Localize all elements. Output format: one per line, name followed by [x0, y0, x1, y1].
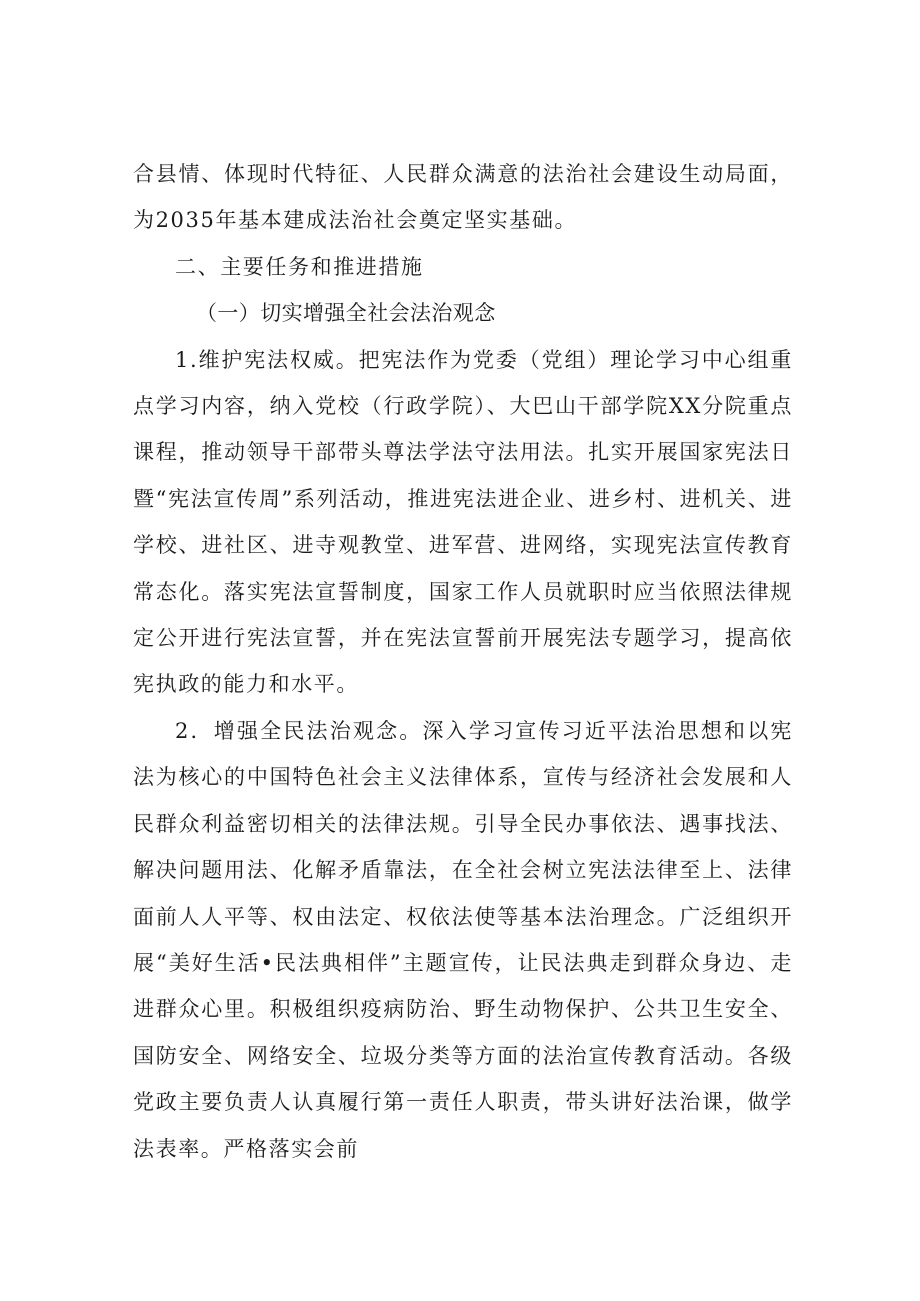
section-heading: 二、主要任务和推进措施 — [175, 254, 424, 279]
paragraph-item-1: 1.维护宪法权威。把宪法作为党委（党组）理论学习中心组重点学习内容，纳入党校（行政学院）、大巴山干部学院XX分院重点课程，推动领导干部带头尊法学法守法用法。扎实开展国家宪法日暨“宪法宣传周”系列活动，推进宪法进企业、进乡村、进机关、进学校、进社区、进寺观教堂、进军营、进网络，实现宪法宣传教育常态化。落实宪法宣誓制度，国家工作人员就职时应当依照法律规定公开进行宪法宣誓，并在宪法宣誓前开展宪法专题学习，提高依宪执政的能力和水平。 — [133, 347, 793, 697]
document-body — [133, 151, 793, 1172]
paragraph-item-2: 2．增强全民法治观念。深入学习宣传习近平法治思想和以宪法为核心的中国特色社会主义法律体系，宣传与经济社会发展和人民群众利益密切相关的法律法规。引导全民办事依法、遇事找法、解决问题用法、化解矛盾靠法，在全社会树立宪法法律至上、法律面前人人平等、权由法定、权依法使等基本法治理念。广泛组织开展“美好生活•民法典相伴”主题宣传，让民法典走到群众身边、走进群众心里。积极组织疫病防治、野生动物保护、公共卫生安全、国防安全、网络安全、垃圾分类等方面的法治宣传教育活动。各级党政主要负责人认真履行第一责任人职责，带头讲好法治课，做学法表率。严格落实会前 — [133, 718, 793, 1161]
subsection-heading: （一）切实增强全社会法治观念 — [196, 301, 496, 326]
paragraph-continuation: 合县情、体现时代特征、人民群众满意的法治社会建设生动局面，为2035年基本建成法治社会奠定坚实基础。 — [133, 162, 793, 233]
